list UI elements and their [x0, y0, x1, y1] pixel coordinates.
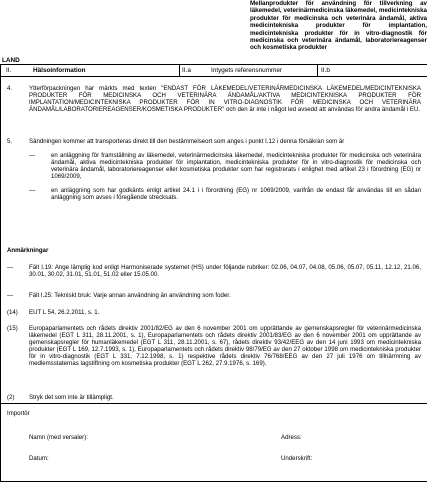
note-dash: —	[7, 292, 14, 299]
note-part2: Fält I.25: Tekniskt bruk: Varje annan användning än användning som foder.	[29, 292, 231, 299]
divider	[179, 65, 180, 77]
footnote-marker: (15)	[7, 325, 18, 332]
section-header-row	[1, 65, 427, 77]
signature-label: Underskrift:	[281, 455, 313, 462]
note-dash: —	[7, 264, 14, 271]
notes-title: Anmärkningar	[7, 247, 49, 254]
note-part1: Fält I.19: Ange lämplig kod enligt Harmoniserade systemet (HS) under följande rubriker: 02.06, 04.07, 04.08, 05.06, 05.07, 05.11, 12.12, 21.06, 30.01, 30.02, 31.01, 51.01, 51.02 eller 15.05.00.	[29, 264, 421, 279]
document-title: Mellanprodukter för användning för tillverkning av läkemedel, veterinärmedicinska läkemedel, medicintekniska produkter för medicinska och veterinära ändamål, aktiva medicintekniska produkter för implantation, medicintekniska produkter för in vitro-diagnostik för medicinska och veterinära ändamål, laboratoriereagenser och kosmetiska produkter	[250, 0, 427, 52]
footnote-2: Stryk det som inte är tillämpligt.	[29, 394, 114, 401]
footnote-marker: (2)	[7, 394, 15, 401]
item-text: Ytterförpackningen har märkts med texten "ENDAST FÖR LÄKEMEDEL/VETERINÄRMEDICINSKA LÄKEMEDEL/MEDICINTEKNISKA PRODUKTER FÖR MEDICINSKA OCH VETERINÄRA ÄNDAMÅL/AKTIVA MEDICINTEKNISKA PRODUKTER FÖR IMPLANTATION/MEDICINTEKNISKA PRODUKTER FÖR IN VITRO-DIAGNOSTIK FÖR MEDICINSKA OCH VETERINÄRA ÄNDAMÅL/LABORATORIEREAGENSER/KOSMETISKA PRODUKTER" och den är inte i något led avsedd att användas för andra ändamål i EU.	[29, 85, 421, 114]
footnote-14: EUT L 54, 26.2.2011, s. 1.	[29, 309, 100, 316]
reference-number-label: Intygets referensnummer	[211, 67, 283, 74]
date-label: Datum:	[29, 455, 49, 462]
section-number: II.	[6, 67, 12, 74]
item-number: 5.	[7, 138, 13, 145]
land-label: LAND	[2, 57, 20, 64]
section-sub-b: II.b	[321, 67, 330, 74]
health-info-frame	[0, 64, 427, 482]
bullet-text: en anläggning som har godkänts enligt artikel 24.1 i i förordning (EG) nr 1069/2009, varifrån de endast får användas till en sådan anläggning som avses i föregående strecksats.	[51, 187, 421, 202]
divider	[317, 65, 318, 77]
importer-section	[1, 403, 427, 482]
importer-title: Importör	[7, 410, 30, 417]
item-number: 4.	[7, 85, 13, 92]
name-label: Namn (med versaler):	[29, 434, 88, 441]
bullet-dash: —	[29, 152, 36, 159]
bullet-dash: —	[29, 187, 36, 194]
section-label: Hälsoinformation	[33, 67, 86, 74]
footnote-marker: (14)	[7, 309, 18, 316]
address-label: Adress:	[281, 434, 302, 441]
footnote-15: Europaparlamentets och rådets direktiv 2001/82/EG av den 6 november 2001 om upprättande av gemenskapsregler för veterinärmedicinska läkemedel (EGT L 311, 28.11.2001, s. 1), Europaparlamentets och rådets direktiv 2001/83/EG av den 6 november 2001 om upprättande av gemenskapsregler för humanläkemedel (EGT L 311, 28.11.2001, s. 67), rådets direktiv 93/42/EEG av den 14 juni 1993 om medicintekniska produkter (EGT L 169, 12.7.1993, s. 1), Europaparlamentets och rådets direktiv 98/79/EG av den 27 oktober 1998 om medicintekniska produkter för in vitro-diagnostik (EGT L 331, 7.12.1998, s. 1) respektive rådets direktiv 76/768/EEG av den 27 juli 1976 om tillnärmning av medlemsstaternas lagstiftning om kosmetiska produkter (EGT L 262, 27.9.1976, s. 169).	[29, 325, 421, 368]
item-text: Sändningen kommer att transporteras direkt till den bestämmelseort som anges i punkt I.12 i denna försäkran som är	[29, 138, 345, 145]
section-sub-a: II.a	[182, 67, 191, 74]
bullet-text: en anläggning för framställning av läkemedel, veterinärmedicinska läkemedel, medicintekniska produkter för medicinska och veterinära ändamål, aktiva medicintekniska produkter för implantation, medicintekniska produkter för in vitro-diagnostik för medicinska och veterinära ändamål, laboratoriereagenser eller kosmetiska produkter som har registrerats i enlighet med artikel 23 i förordning (EG) nr 1069/2009,	[51, 152, 421, 181]
